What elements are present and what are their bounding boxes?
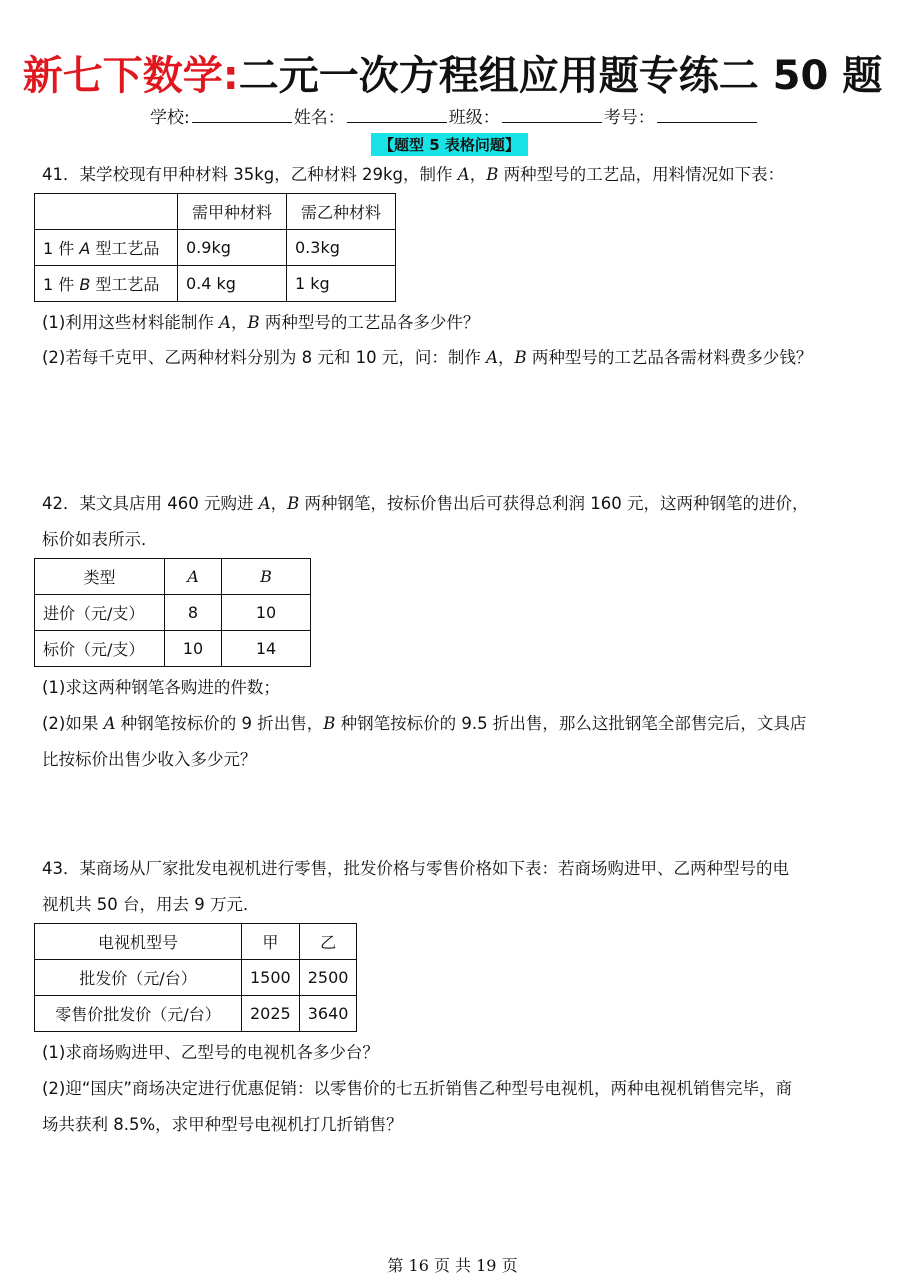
q42-stem-text-a: 42．某文具店用 460 元购进	[42, 494, 259, 513]
table-cell: A	[165, 559, 222, 595]
page-footer: 第 16 页 共 19 页	[387, 1256, 518, 1275]
table-cell: 乙	[299, 924, 357, 960]
separator: ，	[469, 165, 487, 184]
var-b: B	[514, 348, 527, 367]
table-cell: 甲	[242, 924, 300, 960]
var-b: B	[247, 313, 260, 332]
q43-sub2-line2: 场共获利 8.5%，求甲种型号电视机打几折销售？	[42, 1115, 403, 1134]
page-title	[0, 44, 905, 101]
cell-text: 1 件	[43, 275, 80, 294]
var-b: B	[287, 494, 300, 513]
var-a: A	[457, 165, 470, 184]
sub-text: (2)若每千克甲、乙两种材料分别为 8 元和 10 元，问：制作	[42, 348, 487, 367]
separator: ，	[231, 313, 248, 332]
var-a: A	[486, 348, 499, 367]
class-field[interactable]	[502, 106, 602, 123]
table-cell: 0.9kg	[178, 230, 287, 266]
table-cell: 电视机型号	[35, 924, 242, 960]
q41-stem	[42, 163, 784, 187]
table-cell: 0.3kg	[287, 230, 396, 266]
table-cell: 1 kg	[287, 266, 396, 302]
table-cell: 14	[222, 631, 311, 667]
table-cell: 8	[165, 595, 222, 631]
q43-stem: 43．某商场从厂家批发电视机进行零售，批发价格与零售价格如下表：若商场购进甲、乙两种型号的电	[42, 859, 789, 878]
separator: ，	[498, 348, 515, 367]
q42-stem-line2: 标价如表所示．	[42, 530, 158, 549]
cell-text: 型工艺品	[90, 275, 160, 294]
name-label: 姓名：	[293, 108, 345, 128]
q43-sub1: (1)求商场购进甲、乙型号的电视机各多少台？	[42, 1043, 379, 1062]
number-label: 考号：	[603, 108, 655, 128]
cell-text: 1 件	[43, 239, 80, 258]
sub-text: 两种型号的工艺品各需材料费多少钱？	[526, 348, 813, 367]
class-label: 班级：	[448, 108, 500, 128]
cell-text: 型工艺品	[90, 239, 160, 258]
table-header-row	[35, 194, 396, 230]
school-label: 学校:	[150, 108, 190, 128]
number-field[interactable]	[657, 106, 757, 123]
var-a: A	[258, 494, 271, 513]
table-cell: 2025	[242, 996, 300, 1032]
name-field[interactable]	[347, 106, 447, 123]
table-header-row	[35, 559, 311, 595]
q42-stem-text-b: 两种钢笔，按标价售出后可获得总利润 160 元，这两种钢笔的进价，	[299, 494, 809, 513]
table-row	[35, 960, 357, 996]
q43-sub2: (2)迎“国庆”商场决定进行优惠促销：以零售价的七五折销售乙种型号电视机，两种电视机销售完毕，商	[42, 1079, 792, 1098]
table-cell: 3640	[299, 996, 357, 1032]
sub-text: 种钢笔按标价的 9 折出售，	[115, 714, 324, 733]
var-b: B	[323, 714, 336, 733]
table-cell: 需甲种材料	[178, 194, 287, 230]
table-cell: 批发价（元/台）	[35, 960, 242, 996]
var-a: A	[79, 239, 91, 258]
table-cell: 标价（元/支）	[35, 631, 165, 667]
q41-stem-text-a: 41．某学校现有甲种材料 35kg，乙种材料 29kg，制作	[42, 165, 458, 184]
table-cell	[35, 266, 178, 302]
student-info-line	[150, 103, 759, 128]
q43-stem-line2: 视机共 50 台，用去 9 万元．	[42, 895, 260, 914]
table-cell: 1500	[242, 960, 300, 996]
table-row	[35, 230, 396, 266]
table-row	[35, 996, 357, 1032]
table-cell: 零售价批发价（元/台）	[35, 996, 242, 1032]
sub-text: (1)利用这些材料能制作	[42, 313, 220, 332]
q41-sub1	[42, 311, 479, 335]
q41-stem-text-b: 两种型号的工艺品，用料情况如下表：	[498, 165, 785, 184]
table-cell	[35, 230, 178, 266]
q41-sub2	[42, 346, 812, 370]
table-cell: 2500	[299, 960, 357, 996]
sub-text: 种钢笔按标价的 9.5 折出售，那么这批钢笔全部售完后，文具店	[335, 714, 807, 733]
table-cell: 10	[165, 631, 222, 667]
table-cell: 10	[222, 595, 311, 631]
table-cell: 进价（元/支）	[35, 595, 165, 631]
title-main: 二元一次方程组应用题专练二 50 题	[238, 53, 883, 99]
q42-table	[34, 558, 311, 667]
title-prefix: 新七下数学:	[22, 53, 239, 99]
table-cell: 0.4 kg	[178, 266, 287, 302]
var-b: B	[486, 165, 499, 184]
var-b: B	[79, 275, 91, 294]
table-cell: 类型	[35, 559, 165, 595]
q42-sub2	[42, 712, 806, 736]
table-row	[35, 595, 311, 631]
section-tag: 【题型 5 表格问题】	[371, 133, 528, 156]
q42-sub2-line2: 比按标价出售少收入多少元？	[42, 750, 257, 769]
var-a: A	[103, 714, 116, 733]
q41-table	[34, 193, 396, 302]
q43-table	[34, 923, 357, 1032]
table-cell	[35, 194, 178, 230]
school-field[interactable]	[192, 106, 292, 123]
sub-text: 两种型号的工艺品各多少件？	[259, 313, 480, 332]
table-cell: 需乙种材料	[287, 194, 396, 230]
table-row	[35, 266, 396, 302]
table-cell: B	[222, 559, 311, 595]
separator: ，	[270, 494, 288, 513]
var-a: A	[219, 313, 232, 332]
table-header-row	[35, 924, 357, 960]
q42-sub1: (1)求这两种钢笔各购进的件数；	[42, 678, 280, 697]
sub-text: (2)如果	[42, 714, 104, 733]
q42-stem	[42, 492, 809, 516]
table-row	[35, 631, 311, 667]
